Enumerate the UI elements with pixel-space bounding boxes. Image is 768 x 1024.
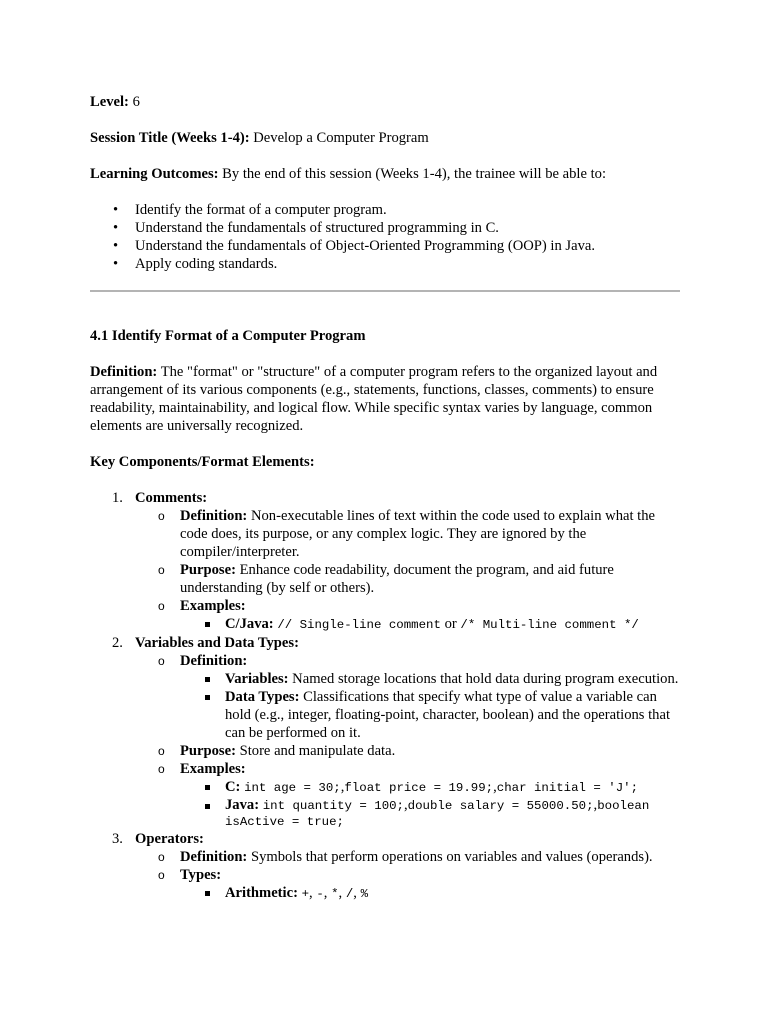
component-title: Variables and Data Types: — [135, 635, 299, 651]
code-snippet: // Single-line comment — [277, 618, 441, 632]
code-snippet: float price = 19.99; — [344, 781, 494, 795]
level-line — [90, 93, 680, 111]
session-title-label: Session Title (Weeks 1-4): — [90, 130, 250, 146]
code-snippet: boolean isActive = true; — [225, 799, 650, 829]
document-page — [90, 93, 680, 903]
section-definition-text: The "format" or "structure" of a computer program refers to the organized layout and arrangement of its various components (e.g., statements, functions, classes, comments) to ensure readability, maintainability, and logical flow. While specific syntax varies by language, common elements are universally recognized. — [90, 364, 658, 434]
outcome-item: • Identify the format of a computer program. — [90, 201, 680, 219]
code-snippet: char initial = 'J'; — [496, 781, 639, 795]
sub-bullet-icon: o — [158, 599, 165, 613]
section-heading: 4.1 Identify Format of a Computer Program — [90, 328, 366, 344]
list-number: 1. — [112, 490, 123, 506]
square-bullet-icon — [205, 622, 210, 627]
comments-sublist — [135, 507, 680, 634]
component-operators — [90, 830, 680, 903]
comments-definition: o Definition: Non-executable lines of text within the code used to explain what the code does, its purpose, or any complex logic. They are ignored by the compiler/interpreter. — [158, 508, 655, 560]
square-bullet-icon — [205, 677, 210, 682]
sub-bullet-icon: o — [158, 654, 165, 668]
sub-bullet-icon: o — [158, 509, 165, 523]
components-list — [90, 489, 680, 903]
variables-examples: o Examples: C: int age = 30;,float price = 19.99;,char initial = 'J'; Java: int quantity = 100;,double salary = 55000.50;,boolean isActive = true; — [135, 760, 680, 830]
level-label: Level: — [90, 94, 129, 110]
comments-example-cjava: C/Java: // Single-line comment or /* Multi-line comment */ — [180, 615, 680, 634]
code-snippet: double salary = 55000.50; — [407, 799, 594, 813]
variables-variables-def: Variables: Named storage locations that hold data during program execution. — [180, 670, 680, 688]
sub-bullet-icon: o — [158, 744, 165, 758]
square-bullet-icon — [205, 785, 210, 790]
sub-bullet-icon: o — [158, 563, 165, 577]
square-bullet-icon — [205, 891, 210, 896]
outcome-item: • Understand the fundamentals of Object-Oriented Programming (OOP) in Java. — [90, 237, 680, 255]
operator-symbol: % — [360, 887, 369, 901]
session-title-line — [90, 129, 680, 147]
learning-outcomes-line — [90, 165, 680, 183]
variables-definition: o Definition: Variables: Named storage locations that hold data during program execution. Data Types: Classifications that specify what type of value a variable can hold (e.g., integer, floating-point, character, boolean) and the operations that can be performed on it. — [158, 653, 679, 741]
comments-purpose: o Purpose: Enhance code readability, document the program, and aid future understanding (by self or others). — [158, 562, 614, 596]
operators-types: o Types: Arithmetic: +, -, *, /, % — [135, 866, 680, 903]
variables-sublist — [135, 652, 680, 830]
list-number: 3. — [112, 831, 123, 847]
operators-sublist — [135, 848, 680, 903]
level-value: 6 — [132, 94, 140, 110]
square-bullet-icon — [205, 804, 210, 809]
outcome-item: • Apply coding standards. — [90, 255, 680, 273]
operators-arithmetic: Arithmetic: +, -, *, /, % — [180, 884, 680, 903]
operator-symbol: + — [301, 887, 310, 901]
list-number: 2. — [112, 635, 123, 651]
session-title-value: Develop a Computer Program — [253, 130, 429, 146]
operator-symbol: / — [345, 887, 354, 901]
variables-purpose: o Purpose: Store and manipulate data. — [158, 743, 396, 759]
section-definition-label: Definition: — [90, 364, 158, 380]
sub-bullet-icon: o — [158, 868, 165, 882]
key-components-heading: Key Components/Format Elements: — [90, 454, 315, 470]
learning-outcomes-intro: By the end of this session (Weeks 1-4), the trainee will be able to: — [222, 166, 606, 182]
operators-definition: o Definition: Symbols that perform operations on variables and values (operands). — [158, 849, 653, 865]
component-title: Comments: — [135, 490, 208, 506]
square-bullet-icon — [205, 695, 210, 700]
variables-example-c: C: int age = 30;,float price = 19.99;,char initial = 'J'; — [180, 778, 680, 797]
learning-outcomes-list — [90, 201, 680, 273]
component-variables — [90, 634, 680, 830]
component-title: Operators: — [135, 831, 204, 847]
component-comments — [90, 489, 680, 634]
outcome-item: • Understand the fundamentals of structured programming in C. — [90, 219, 680, 237]
sub-bullet-icon: o — [158, 762, 165, 776]
code-snippet: int age = 30; — [244, 781, 341, 795]
comments-examples: o Examples: C/Java: // Single-line comment or /* Multi-line comment */ — [135, 597, 680, 634]
operator-symbol: - — [316, 887, 324, 901]
code-snippet: int quantity = 100; — [262, 799, 404, 813]
variables-datatypes-def: Data Types: Classifications that specify what type of value a variable can hold (e.g., integer, floating-point, character, boolean) and the operations that can be performed on it. — [180, 688, 680, 742]
section-definition — [90, 363, 680, 435]
operator-symbol: * — [331, 887, 339, 901]
code-snippet: /* Multi-line comment */ — [460, 618, 639, 632]
learning-outcomes-label: Learning Outcomes: — [90, 166, 219, 182]
sub-bullet-icon: o — [158, 850, 165, 864]
variables-example-java: Java: int quantity = 100;,double salary = 55000.50;,boolean isActive = true; — [180, 797, 680, 830]
